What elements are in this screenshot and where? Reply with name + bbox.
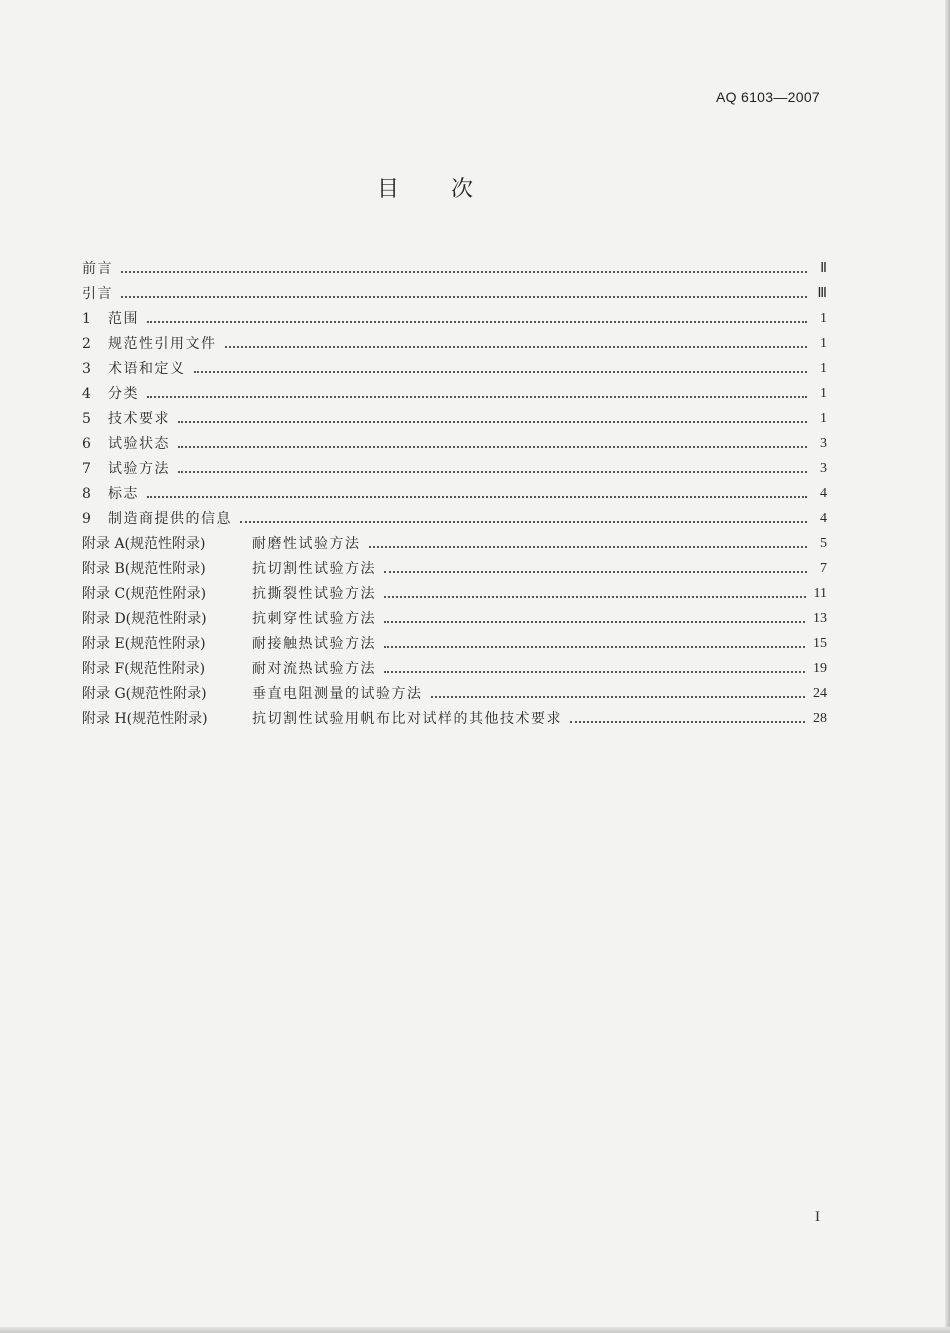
standard-code: AQ 6103—2007 — [715, 89, 820, 105]
toc-entry-appendix-h[interactable] — [82, 702, 827, 727]
toc-entry-label: 耐磨性试验方法 — [252, 536, 361, 552]
toc-entry-page: 19 — [813, 661, 827, 676]
dot-leader — [384, 620, 805, 623]
toc-entry-page: 13 — [813, 611, 827, 626]
toc-entry-appendix-a[interactable] — [82, 527, 827, 552]
appendix-id: 附录 C(规范性附录) — [82, 586, 207, 602]
toc-entry-page: 1 — [820, 336, 827, 351]
scan-edge-bottom — [0, 1327, 950, 1333]
toc-entry-manufacturer-info[interactable] — [82, 502, 827, 527]
dot-leader — [178, 420, 807, 423]
page-number: I — [815, 1209, 820, 1225]
appendix-id: 附录 B(规范性附录) — [82, 561, 206, 577]
toc-entry-number: 7 — [82, 461, 91, 477]
toc-entry-number: 2 — [82, 336, 91, 352]
appendix-id: 附录 E(规范性附录) — [82, 636, 206, 652]
toc-entry-appendix-g[interactable] — [82, 677, 827, 702]
dot-leader — [194, 370, 808, 373]
dot-leader — [240, 520, 807, 523]
appendix-id: 附录 A(规范性附录) — [82, 536, 206, 552]
toc-entry-number: 3 — [82, 361, 91, 377]
toc-entry-label: 抗撕裂性试验方法 — [252, 586, 376, 602]
toc-entry-normative-references[interactable] — [82, 327, 827, 352]
table-of-contents — [82, 252, 827, 727]
toc-entry-page: 3 — [820, 461, 827, 476]
dot-leader — [121, 270, 807, 273]
dot-leader — [384, 595, 806, 598]
dot-leader — [384, 670, 805, 673]
toc-entry-number: 9 — [82, 511, 91, 527]
dot-leader — [225, 345, 808, 348]
dot-leader — [147, 320, 807, 323]
toc-entry-label: 抗刺穿性试验方法 — [252, 611, 376, 627]
toc-entry-page: 1 — [820, 311, 827, 326]
toc-entry-terms[interactable] — [82, 352, 827, 377]
toc-entry-label: 引言 — [82, 286, 113, 302]
appendix-id: 附录 D(规范性附录) — [82, 611, 207, 627]
toc-entry-number: 6 — [82, 436, 91, 452]
toc-entry-page: 15 — [813, 636, 827, 651]
toc-entry-label: 抗切割性试验方法 — [252, 561, 376, 577]
scan-edge-right — [945, 0, 950, 1333]
toc-entry-number: 5 — [82, 411, 91, 427]
toc-entry-introduction[interactable] — [82, 277, 827, 302]
toc-entry-label: 试验方法 — [108, 461, 170, 477]
dot-leader — [431, 695, 806, 698]
dot-leader — [570, 720, 805, 723]
toc-entry-label: 范围 — [108, 311, 139, 327]
page-title: 目次 — [376, 177, 525, 202]
dot-leader — [121, 295, 807, 298]
toc-entry-label: 耐接触热试验方法 — [252, 636, 376, 652]
toc-entry-page: 1 — [820, 386, 827, 401]
toc-entry-label: 技术要求 — [108, 411, 170, 427]
dot-leader — [369, 545, 808, 548]
toc-entry-appendix-d[interactable] — [82, 602, 827, 627]
toc-entry-appendix-e[interactable] — [82, 627, 827, 652]
toc-entry-classification[interactable] — [82, 377, 827, 402]
toc-entry-page: 4 — [820, 486, 827, 501]
toc-entry-test-conditions[interactable] — [82, 427, 827, 452]
toc-entry-page: 7 — [820, 561, 827, 576]
toc-entry-scope[interactable] — [82, 302, 827, 327]
toc-entry-label: 术语和定义 — [108, 361, 186, 377]
toc-entry-appendix-c[interactable] — [82, 577, 827, 602]
appendix-id: 附录 F(规范性附录) — [82, 661, 206, 677]
toc-entry-page: 1 — [820, 411, 827, 426]
toc-entry-label: 标志 — [108, 486, 139, 502]
toc-entry-label: 前言 — [82, 261, 113, 277]
appendix-id: 附录 G(规范性附录) — [82, 686, 207, 702]
toc-entry-appendix-f[interactable] — [82, 652, 827, 677]
toc-entry-page: 5 — [820, 536, 827, 551]
toc-entry-number: 8 — [82, 486, 91, 502]
dot-leader — [178, 470, 807, 473]
toc-entry-page: Ⅱ — [820, 261, 827, 276]
toc-entry-page: 24 — [813, 686, 827, 701]
toc-entry-number: 4 — [82, 386, 91, 402]
toc-entry-page: Ⅲ — [817, 286, 827, 301]
dot-leader — [384, 645, 805, 648]
toc-entry-label: 抗切割性试验用帆布比对试样的其他技术要求 — [252, 711, 562, 727]
toc-entry-label: 规范性引用文件 — [108, 336, 217, 352]
toc-entry-number: 1 — [82, 311, 91, 327]
toc-entry-label: 分类 — [108, 386, 139, 402]
toc-entry-label: 垂直电阻测量的试验方法 — [252, 686, 423, 702]
toc-entry-label: 耐对流热试验方法 — [252, 661, 376, 677]
toc-entry-page: 28 — [813, 711, 827, 726]
toc-entry-requirements[interactable] — [82, 402, 827, 427]
toc-entry-page: 1 — [820, 361, 827, 376]
dot-leader — [147, 495, 807, 498]
toc-entry-marking[interactable] — [82, 477, 827, 502]
toc-entry-label: 制造商提供的信息 — [108, 511, 232, 527]
toc-entry-page: 4 — [820, 511, 827, 526]
dot-leader — [147, 395, 807, 398]
toc-entry-page: 11 — [813, 586, 827, 601]
dot-leader — [384, 570, 807, 573]
toc-entry-page: 3 — [820, 436, 827, 451]
dot-leader — [178, 445, 807, 448]
toc-entry-test-methods[interactable] — [82, 452, 827, 477]
toc-entry-foreword[interactable] — [82, 252, 827, 277]
appendix-id: 附录 H(规范性附录) — [82, 711, 208, 727]
toc-entry-appendix-b[interactable] — [82, 552, 827, 577]
toc-entry-label: 试验状态 — [108, 436, 170, 452]
